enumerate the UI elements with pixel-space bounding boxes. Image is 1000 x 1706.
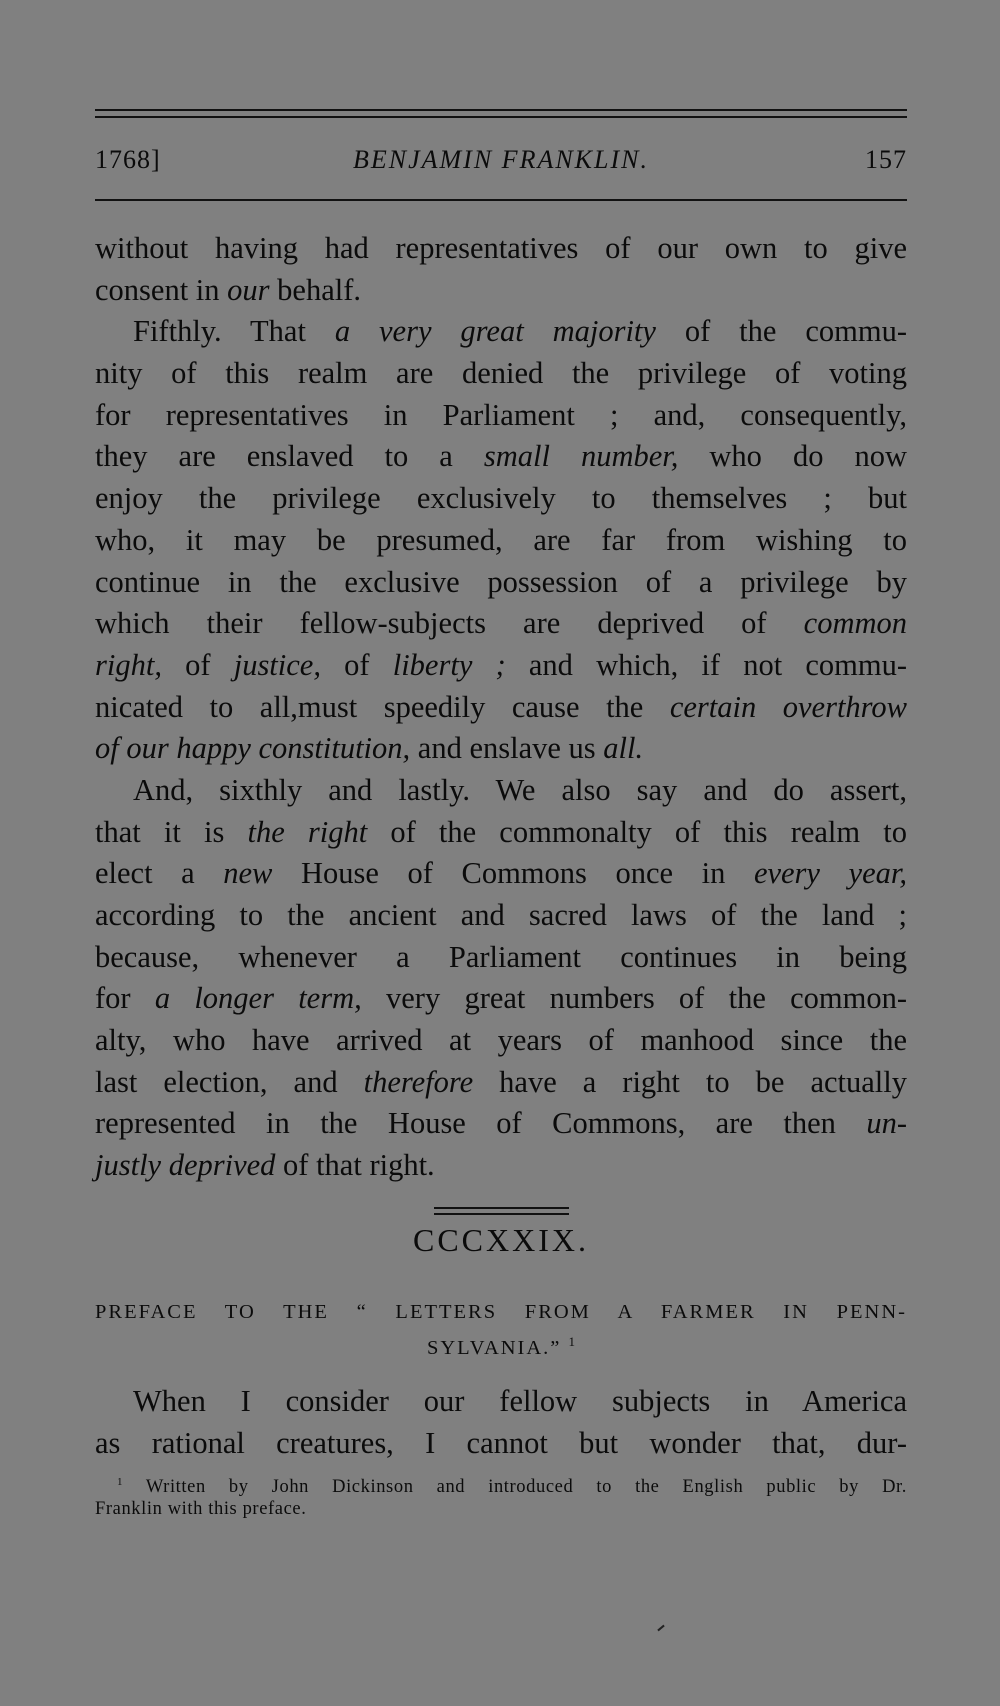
text-line: Fifthly. That a very great majority of the commu- bbox=[133, 314, 907, 349]
text-line: of our happy constitution, and enslave us all. bbox=[95, 731, 644, 766]
text-line: And, sixthly and lastly. We also say and do assert, bbox=[133, 772, 907, 807]
text-line: nicated to all,must speedily cause the certain overthrow bbox=[95, 689, 907, 724]
text-line: which their fellow-subjects are deprived of common bbox=[95, 606, 907, 641]
ink-speck bbox=[657, 1625, 664, 1632]
section-heading-line: SYLVANIA.” $^1$ bbox=[426, 1334, 576, 1359]
text-line: without having had representatives of our own to give bbox=[95, 231, 907, 265]
text-line: enjoy the privilege exclusively to themselves ; but bbox=[95, 481, 907, 516]
section-number: CCCXXIX. bbox=[412, 1222, 589, 1258]
text-line: for a longer term, very great numbers of the common- bbox=[95, 981, 907, 1016]
section-text bbox=[95, 1380, 907, 1463]
text-line: as rational creatures, I cannot but wonder that, dur- bbox=[95, 1425, 907, 1460]
footnote-reference: 1 bbox=[568, 1334, 576, 1349]
text-line: who, it may be presumed, are far from wishing to bbox=[95, 522, 907, 557]
text-line: right, of justice, of liberty ; and which, if not commu- bbox=[95, 647, 907, 682]
text-line: that it is the right of the commonalty of this realm to bbox=[95, 814, 907, 849]
text-line: elect a new House of Commons once in every year, bbox=[95, 856, 907, 891]
text-line: nity of this realm are denied the privilege of voting bbox=[95, 356, 907, 391]
header-rule bbox=[95, 199, 907, 201]
footnote-line: Franklin with this preface. bbox=[95, 1499, 307, 1520]
text-line: When I consider our fellow subjects in America bbox=[133, 1384, 907, 1418]
text-line: last election, and therefore have a right to be actually bbox=[95, 1064, 907, 1099]
text-line: represented in the House of Commons, are then un- bbox=[95, 1106, 907, 1141]
text-line: continue in the exclusive possession of a privilege by bbox=[95, 564, 907, 599]
section-heading bbox=[95, 1297, 907, 1363]
top-double-rule-lower bbox=[95, 116, 907, 118]
running-header bbox=[95, 145, 907, 185]
text-line: because, whenever a Parliament continues in being bbox=[95, 939, 907, 974]
page-number: 157 bbox=[865, 145, 907, 174]
text-line: for representatives in Parliament ; and, consequently, bbox=[95, 397, 907, 432]
section-ornament-rule-upper bbox=[434, 1207, 569, 1209]
footnote bbox=[95, 1471, 907, 1520]
text-line: they are enslaved to a small number, who do now bbox=[95, 439, 907, 474]
section-ornament-rule-lower bbox=[434, 1213, 569, 1215]
text-line: according to the ancient and sacred laws of the land ; bbox=[95, 898, 907, 932]
text-line: consent in our behalf. bbox=[95, 272, 361, 307]
main-text bbox=[95, 228, 907, 1187]
top-double-rule-upper bbox=[95, 109, 907, 111]
footnote-mark: 1 bbox=[117, 1476, 124, 1488]
footnote-line: $^1$ Written by John Dickinson and introduced to the English public by Dr. bbox=[117, 1476, 907, 1498]
header-year: 1768] bbox=[95, 145, 161, 174]
header-title: BENJAMIN FRANKLIN. bbox=[353, 145, 649, 174]
section-heading-line: PREFACE TO THE “ LETTERS FROM A FARMER IN PENN- bbox=[95, 1301, 907, 1323]
text-line: justly deprived of that right. bbox=[95, 1148, 435, 1183]
text-line: alty, who have arrived at years of manhood since the bbox=[95, 1023, 907, 1058]
